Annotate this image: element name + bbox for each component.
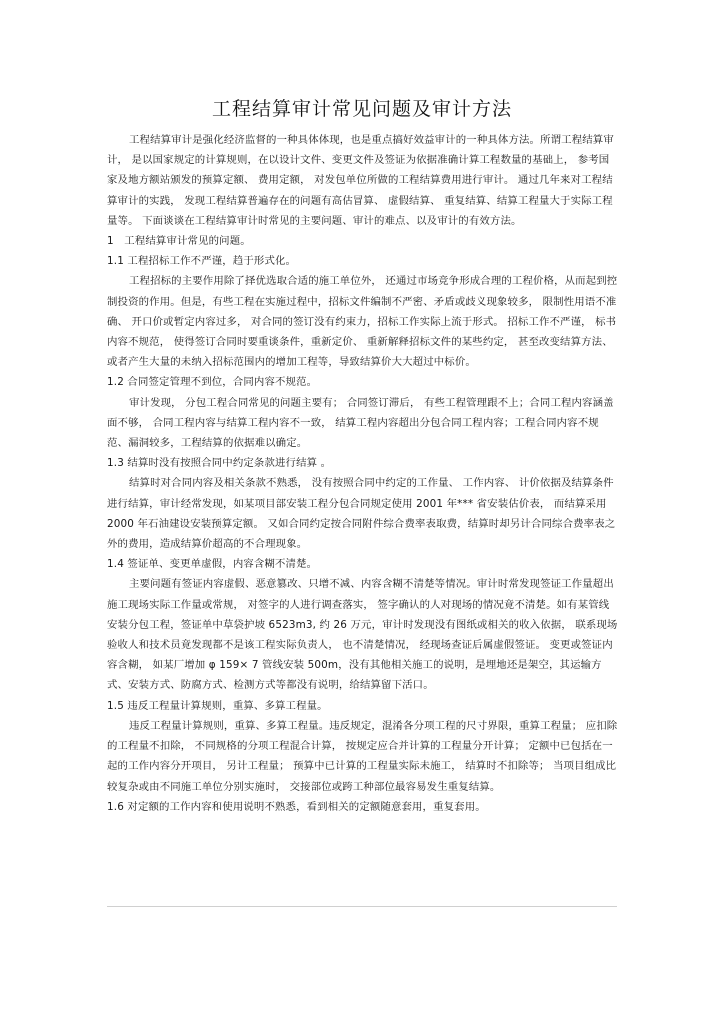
paragraph-1-4: 主要问题有签证内容虚假、恶意篡改、只增不减、内容含糊不清楚等情况。审计时常发现签证工作量超出施工现场实际工作量或常规， 对签字的人进行调查落实， 签字确认的人对现场的情况竟不清楚。如有某管线安装分包工程，签证单中草袋护坡 6523m3, 约 26 万元，审计时发现没有图纸或相关的收入依据， 联系现场验收人和技术员竟发现都不是该工程实际负责人， 也不清楚情况， 经现场查证后属虚假签证。 变更或签证内容含糊， 如某厂增加 φ 159× 7 管线安装 500m，没有其他相关施工的说明，是埋地还是架空，其运输方式、安装方式、防腐方式、检测方式等都没有说明，给结算留下活口。 bbox=[107, 578, 618, 692]
paragraph-1-5: 违反工程量计算规则，重算、多算工程量。违反规定，混淆各分项工程的尺寸界限，重算工程量； 应扣除的工程量不扣除， 不同规格的分项工程混合计算， 按规定应合并计算的工程量分开计算； 定额中已包括在一起的工作内容分开项目， 另计工程量； 预算中已计算的工程量实际未施工， 结算时不扣除等； 当项目组成比较复杂或由不同施工单位分别实施时， 交接部位或跨工种部位最容易发生重复结算。 bbox=[107, 719, 618, 793]
paragraph-intro: 工程结算审计是强化经济监督的一种具体体现，也是重点搞好效益审计的一种具体方法。所谓工程结算审计， 是以国家规定的计算规则，在以设计文件、变更文件及签证为依据准确计算工程数量的基础上， 参考国家及地方额站颁发的预算定额、 费用定额， 对发包单位所做的工程结算费用进行审计。 通过几年来对工程结算审计的实践， 发现工程结算普遍存在的问题有高估冒算、 虚假结算、 重复结算、结算工程量大于实际工程量等。 下面谈谈在工程结算审计时常见的主要问题、审计的难点、以及审计的有效方法。 bbox=[107, 134, 614, 227]
paragraph-1-1: 工程招标的主要作用除了择优选取合适的施工单位外， 还通过市场竞争形成合理的工程价格，从而起到控制投资的作用。但是，有些工程在实施过程中，招标文件编制不严密、矛盾或歧义现象较多， 限制性用语不准确、 开口价或暂定内容过多， 对合同的签订没有约束力，招标工作实际上流于形式。 招标工作不严谨， 标书内容不规范， 使得签订合同时要重谈条件，重新定价、 重新解释招标文件的某些约定， 甚至改变结算方法、 或者产生大量的未纳入招标范围内的增加工程等，导致结算价大大超过中标价。 bbox=[107, 275, 618, 369]
section-heading-1-1: 1.1 工程招标工作不严谨，趋于形式化。 bbox=[107, 255, 297, 268]
page-bottom-rule bbox=[107, 906, 617, 907]
document-title: 工程结算审计常见问题及审计方法 bbox=[211, 98, 512, 120]
section-heading-1-3: 1.3 结算时没有按照合同中约定条款进行结算 。 bbox=[107, 457, 332, 470]
document-body bbox=[107, 130, 619, 817]
section-heading-1-5: 1.5 违反工程量计算规则，重算、多算工程量。 bbox=[107, 699, 328, 712]
section-heading-1-2: 1.2 合同签定管理不到位，合同内容不规范。 bbox=[107, 376, 318, 389]
section-heading-1-4: 1.4 签证单、变更单虚假，内容含糊不清楚。 bbox=[107, 558, 318, 571]
paragraph-1-2: 审计发现， 分包工程合同常见的问题主要有； 合同签订滞后， 有些工程管理跟不上；合同工程内容涵盖面不够， 合同工程内容与结算工程内容不一致， 结算工程内容超出分包合同工程内容；工程合同内容不规范、漏洞较多，工程结算的依据难以确定。 bbox=[107, 396, 614, 450]
section-heading-1: 1 工程结算审计常见的问题。 bbox=[107, 235, 251, 248]
section-heading-1-6: 1.6 对定额的工作内容和使用说明不熟悉，看到相关的定额随意套用，重复套用。 bbox=[107, 800, 486, 813]
paragraph-1-3: 结算时对合同内容及相关条款不熟悉， 没有按照合同中约定的工作量、 工作内容、 计价依据及结算条件进行结算，审计经常发现，如某项目部安装工程分包合同规定使用 2001 年*** 省安装估价表， 而结算采用 2000 年石油建设安装预算定额。 又如合同约定按合同附件综合费率表取费，结算时却另计合同综合费率表之外的费用，造成结算价超高的不合理现象。 bbox=[107, 477, 616, 551]
